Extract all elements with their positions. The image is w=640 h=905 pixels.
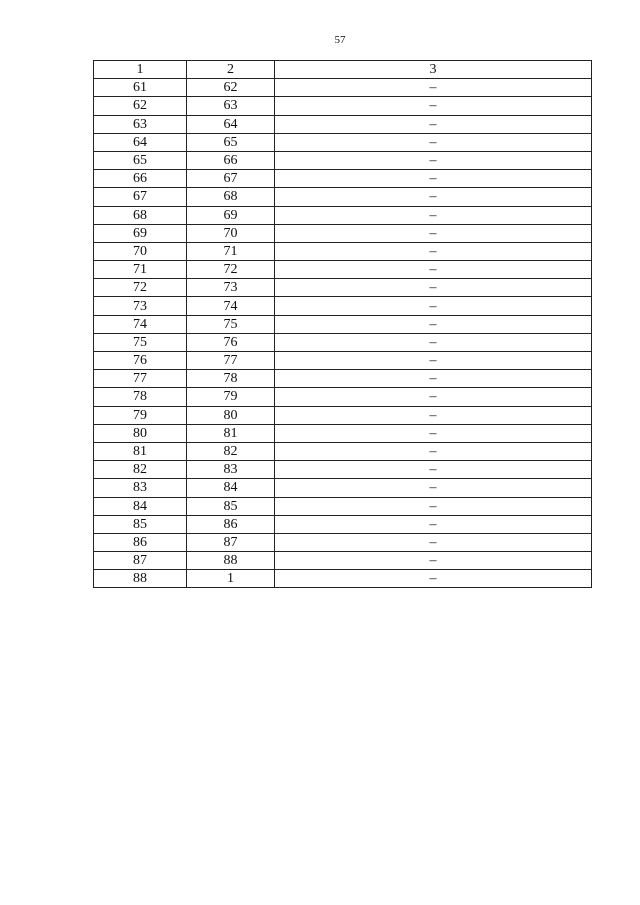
table-cell-col-2: 73 [187, 279, 275, 297]
table-cell-col-3: – [275, 242, 592, 260]
table-cell-col-3: – [275, 224, 592, 242]
table-cell-col-2: 76 [187, 333, 275, 351]
table-cell-col-3: – [275, 497, 592, 515]
table-cell-col-3: – [275, 533, 592, 551]
table-cell-col-1: 78 [94, 388, 187, 406]
table-cell-col-1: 64 [94, 133, 187, 151]
table-row [94, 170, 592, 188]
table-cell-col-3: – [275, 442, 592, 460]
table-row [94, 461, 592, 479]
table-row [94, 133, 592, 151]
table-cell-col-2: 69 [187, 206, 275, 224]
table-row [94, 261, 592, 279]
table-cell-col-1: 75 [94, 333, 187, 351]
table-row [94, 79, 592, 97]
table-body [94, 61, 592, 588]
table-cell-col-3: – [275, 479, 592, 497]
table-cell-col-2: 70 [187, 224, 275, 242]
table-cell-col-1: 82 [94, 461, 187, 479]
table-cell-col-3: – [275, 279, 592, 297]
table-row [94, 515, 592, 533]
table-cell-col-1: 70 [94, 242, 187, 260]
table-row [94, 206, 592, 224]
table-cell-col-2: 1 [187, 570, 275, 588]
table-cell-col-3: – [275, 170, 592, 188]
table-cell-col-3: – [275, 515, 592, 533]
table-cell-col-2: 63 [187, 97, 275, 115]
table-cell-col-1: 73 [94, 297, 187, 315]
table-cell-col-1: 84 [94, 497, 187, 515]
table-cell-col-2: 82 [187, 442, 275, 460]
table-cell-col-2: 64 [187, 115, 275, 133]
table-row [94, 370, 592, 388]
table-cell-col-2: 71 [187, 242, 275, 260]
table-cell-col-2: 74 [187, 297, 275, 315]
table-cell-col-2: 79 [187, 388, 275, 406]
table-header-row [94, 61, 592, 79]
table-cell-col-1: 76 [94, 352, 187, 370]
table-cell-col-1: 87 [94, 552, 187, 570]
table-cell-col-3: – [275, 115, 592, 133]
table-cell-col-2: 84 [187, 479, 275, 497]
table-cell-col-3: – [275, 97, 592, 115]
table-row [94, 333, 592, 351]
table-cell-col-3: – [275, 315, 592, 333]
table-cell-col-1: 61 [94, 79, 187, 97]
table-cell-col-3: – [275, 297, 592, 315]
table-cell-col-2: 62 [187, 79, 275, 97]
table-cell-col-2: 67 [187, 170, 275, 188]
table-row [94, 297, 592, 315]
table-row [94, 442, 592, 460]
table-cell-col-1: 63 [94, 115, 187, 133]
table-row [94, 388, 592, 406]
table-row [94, 315, 592, 333]
table-cell-col-3: – [275, 333, 592, 351]
table-cell-col-1: 79 [94, 406, 187, 424]
table-cell-col-1: 81 [94, 442, 187, 460]
table-cell-col-1: 71 [94, 261, 187, 279]
table-cell-col-1: 62 [94, 97, 187, 115]
table-cell-col-3: – [275, 206, 592, 224]
table-cell-col-1: 77 [94, 370, 187, 388]
table-cell-col-2: 86 [187, 515, 275, 533]
table-cell-col-1: 65 [94, 151, 187, 169]
table-cell-col-2: 68 [187, 188, 275, 206]
table-cell-col-1: 86 [94, 533, 187, 551]
table-cell-col-3: – [275, 461, 592, 479]
table-row [94, 115, 592, 133]
table-row [94, 570, 592, 588]
table-row [94, 424, 592, 442]
table-cell-col-1: 72 [94, 279, 187, 297]
table-row [94, 406, 592, 424]
table-cell-col-1: 85 [94, 515, 187, 533]
table-cell-col-1: 68 [94, 206, 187, 224]
header-cell-2: 2 [187, 61, 275, 79]
table-cell-col-1: 83 [94, 479, 187, 497]
table-row [94, 479, 592, 497]
table-cell-col-3: – [275, 79, 592, 97]
table-cell-col-3: – [275, 188, 592, 206]
table-cell-col-3: – [275, 406, 592, 424]
table-cell-col-2: 72 [187, 261, 275, 279]
table-cell-col-2: 81 [187, 424, 275, 442]
table-cell-col-1: 80 [94, 424, 187, 442]
table-row [94, 97, 592, 115]
table-row [94, 533, 592, 551]
table-cell-col-2: 65 [187, 133, 275, 151]
table-row [94, 552, 592, 570]
table-cell-col-3: – [275, 424, 592, 442]
table-row [94, 352, 592, 370]
table-cell-col-1: 74 [94, 315, 187, 333]
table-cell-col-2: 78 [187, 370, 275, 388]
table-row [94, 497, 592, 515]
table-cell-col-1: 69 [94, 224, 187, 242]
table-cell-col-1: 88 [94, 570, 187, 588]
table-row [94, 279, 592, 297]
table-cell-col-3: – [275, 133, 592, 151]
table-cell-col-2: 85 [187, 497, 275, 515]
table-cell-col-3: – [275, 261, 592, 279]
table-cell-col-3: – [275, 552, 592, 570]
page-number: 57 [334, 34, 346, 46]
table-cell-col-2: 66 [187, 151, 275, 169]
table-row [94, 151, 592, 169]
table-cell-col-2: 87 [187, 533, 275, 551]
table-row [94, 242, 592, 260]
table-row [94, 224, 592, 242]
table-cell-col-2: 80 [187, 406, 275, 424]
table-cell-col-2: 77 [187, 352, 275, 370]
table-cell-col-3: – [275, 352, 592, 370]
table-cell-col-3: – [275, 151, 592, 169]
header-cell-3: 3 [275, 61, 592, 79]
table-cell-col-1: 66 [94, 170, 187, 188]
table-row [94, 188, 592, 206]
table-cell-col-3: – [275, 388, 592, 406]
table-cell-col-3: – [275, 370, 592, 388]
table-cell-col-2: 88 [187, 552, 275, 570]
table-cell-col-1: 67 [94, 188, 187, 206]
header-cell-1: 1 [94, 61, 187, 79]
table-cell-col-2: 75 [187, 315, 275, 333]
table-cell-col-3: – [275, 570, 592, 588]
coordinates-table [93, 60, 592, 588]
table-cell-col-2: 83 [187, 461, 275, 479]
